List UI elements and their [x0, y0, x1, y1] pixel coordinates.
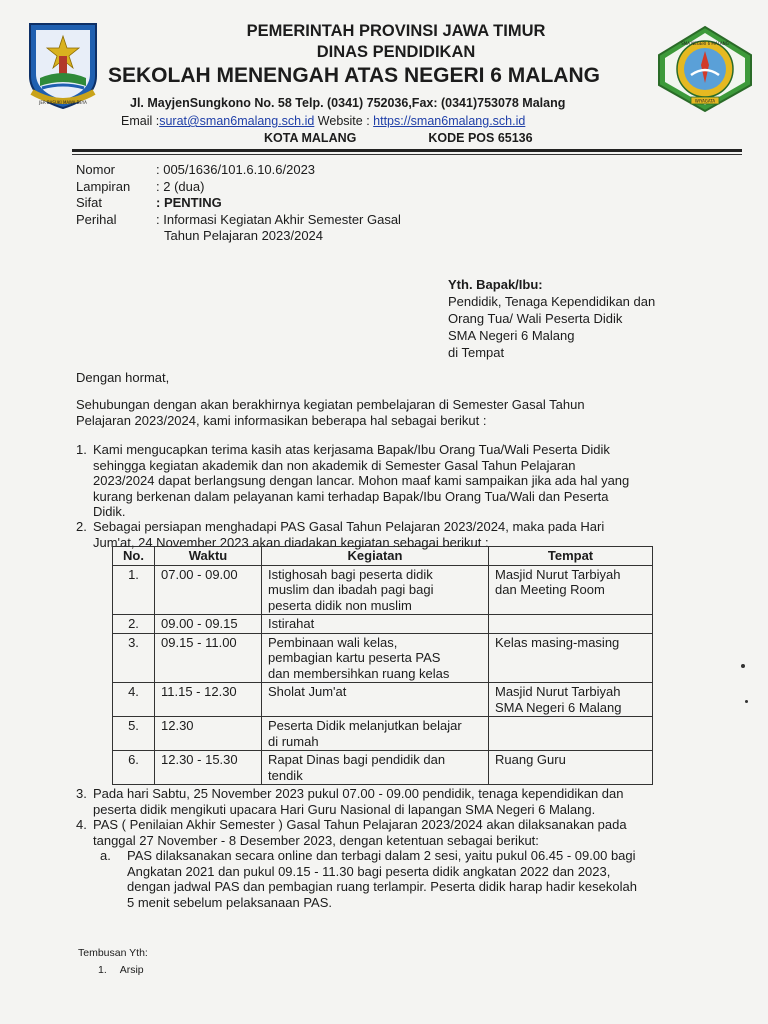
text-line: peserta didik mengikuti upacara Hari Guru Nasional di lapangan SMA Negeri 6 Malang.: [93, 801, 596, 817]
meta-value: : PENTING: [156, 195, 222, 210]
cell-line: Istighosah bagi peserta didik: [268, 566, 433, 582]
text-line: Kami mengucapkan terima kasih atas kerjasama Bapak/Ibu Orang Tua/Wali Peserta Didik: [93, 442, 610, 457]
item-1-text: [93, 442, 629, 520]
cell-line: Istirahat: [268, 616, 315, 631]
text-line: Didik.: [93, 504, 126, 519]
sub-item-letter: a.: [100, 848, 111, 863]
cell-kegiatan: [262, 751, 489, 785]
cell-waktu: 12.30: [155, 717, 262, 751]
column-header: No.: [113, 547, 155, 566]
cell-waktu: 07.00 - 09.00: [155, 565, 262, 615]
table-header-row: [113, 547, 653, 566]
cell-kegiatan: [262, 615, 489, 634]
table-row: [113, 615, 653, 634]
tembusan-text: Arsip: [119, 964, 144, 976]
text-line: Pada hari Sabtu, 25 November 2023 pukul 07.00 - 09.00 pendidik, tenaga kependidikan dan: [93, 786, 624, 801]
header-rule-thin: [72, 154, 742, 155]
text-line: Pelajaran 2023/2024, kami informasikan beberapa hal sebagai berikut :: [76, 412, 487, 428]
postcode: KODE POS 65136: [428, 131, 533, 145]
greeting: Dengan hormat,: [76, 370, 170, 385]
meta-value: : 2 (dua): [156, 178, 205, 194]
column-header: Waktu: [155, 547, 262, 566]
contact-line: [121, 114, 525, 128]
cell-kegiatan: [262, 683, 489, 717]
addressee-line: Orang Tua/ Wali Peserta Didik: [448, 311, 623, 326]
meta-perihal-continuation: Tahun Pelajaran 2023/2024: [164, 228, 324, 243]
sub-item-a-text: [127, 848, 637, 910]
item-number: 1.: [76, 442, 87, 457]
column-header: Tempat: [489, 547, 653, 566]
text-line: 2023/2024 dapat berlangsung dengan lancar. Mohon maaf kami sampaikan jika ada hal yang: [93, 473, 630, 488]
column-header: Kegiatan: [262, 547, 489, 566]
cell-no: 1.: [113, 565, 155, 615]
text-line: Angkatan 2021 dan pukul 09.15 - 11.30 bagi peserta didik angkatan 2022 dan 2023,: [127, 863, 611, 879]
cell-tempat: [489, 683, 653, 717]
cell-line: Masjid Nurut Tarbiyah: [495, 566, 621, 582]
addressee-line: di Tempat: [448, 345, 505, 360]
table-row: [113, 565, 653, 615]
badge-ring-text: SMA NEGERI 6 MALANG: [681, 41, 729, 46]
cell-line: Sholat Jum'at: [268, 684, 347, 699]
cell-kegiatan: [262, 717, 489, 751]
cell-tempat: [489, 751, 653, 785]
cell-no: 3.: [113, 633, 155, 683]
addressee: [448, 276, 655, 361]
item-4-text: [93, 817, 627, 848]
cell-line: pembagian kartu peserta PAS: [268, 650, 441, 665]
cell-no: 2.: [113, 615, 155, 634]
meta-value: : 005/1636/101.6.10.6/2023: [156, 162, 316, 177]
school-badge-icon: [657, 25, 753, 113]
text-line: PAS dilaksanakan secara online dan terbagi dalam 2 sesi, yaitu pukul 06.45 - 09.00 bagi: [127, 848, 636, 863]
cell-waktu: 09.00 - 09.15: [155, 615, 262, 634]
cell-waktu: 09.15 - 11.00: [155, 633, 262, 683]
cell-no: 4.: [113, 683, 155, 717]
cell-line: Ruang Guru: [495, 752, 566, 767]
meta-label: Nomor: [76, 162, 116, 177]
emblem-motto: JER BASUKI MAWA BEYA: [39, 100, 87, 105]
cell-line: tendik: [268, 767, 303, 783]
cell-tempat: [489, 633, 653, 683]
addressee-line: Pendidik, Tenaga Kependidikan dan: [448, 294, 656, 309]
cell-tempat: [489, 615, 653, 634]
meta-value: : Informasi Kegiatan Akhir Semester Gasal: [156, 211, 401, 227]
school-name: SEKOLAH MENENGAH ATAS NEGERI 6 MALANG: [108, 64, 600, 87]
website-link[interactable]: https://sman6malang.sch.id: [373, 114, 526, 128]
cell-line: dan Meeting Room: [495, 582, 605, 597]
tembusan-item: [78, 962, 148, 979]
cell-no: 5.: [113, 717, 155, 751]
city: KOTA MALANG: [264, 131, 357, 145]
tembusan: [78, 945, 148, 979]
letter-meta: [76, 162, 401, 245]
cell-line: Rapat Dinas bagi pendidik dan: [268, 752, 446, 767]
cell-no: 6.: [113, 751, 155, 785]
school-address: Jl. MayjenSungkono No. 58 Telp. (0341) 752036,Fax: (0341)753078 Malang: [130, 96, 566, 110]
text-line: dengan jadwal PAS dan pembagian ruang terlampir. Peserta didik harap hadir kesekolah: [127, 879, 637, 894]
item-number: 4.: [76, 817, 87, 832]
text-line: 5 menit sebelum pelaksanaan PAS.: [127, 894, 332, 910]
scan-speck: [745, 700, 748, 703]
meta-label: Lampiran: [76, 178, 131, 194]
table-row: [113, 683, 653, 717]
text-line: Sehubungan dengan akan berakhirnya kegiatan pembelajaran di Semester Gasal Tahun: [76, 397, 585, 412]
email-link[interactable]: surat@sman6malang.sch.id: [159, 114, 315, 128]
cell-line: Pembinaan wali kelas,: [268, 634, 398, 650]
text-line: sehingga kegiatan akademik dan non akademik di Semester Gasal Tahun Pelajaran: [93, 457, 576, 473]
government-line: PEMERINTAH PROVINSI JAWA TIMUR: [246, 22, 546, 40]
email-label: Email :: [121, 114, 160, 128]
department-line: DINAS PENDIDIKAN: [316, 43, 476, 61]
meta-row-sifat: [76, 195, 401, 212]
cell-kegiatan: [262, 565, 489, 615]
tembusan-title: Tembusan Yth:: [78, 947, 148, 959]
cell-waktu: 11.15 - 12.30: [155, 683, 262, 717]
item-number: 3.: [76, 786, 87, 801]
text-line: Jum'at, 24 November 2023 akan diadakan kegiatan sebagai berikut :: [93, 534, 489, 550]
table-row: [113, 751, 653, 785]
tembusan-number: 1.: [98, 964, 107, 976]
meta-label: Sifat: [76, 195, 103, 210]
item-3-text: [93, 786, 624, 817]
cell-waktu: 12.30 - 15.30: [155, 751, 262, 785]
meta-row-nomor: [76, 162, 401, 179]
cell-kegiatan: [262, 633, 489, 683]
table-row: [113, 633, 653, 683]
website-label: Website :: [314, 114, 374, 128]
cell-line: muslim dan ibadah pagi bagi: [268, 582, 434, 597]
cell-tempat: [489, 717, 653, 751]
cell-tempat: [489, 565, 653, 615]
meta-label: Perihal: [76, 211, 117, 227]
meta-row-perihal: [76, 212, 401, 229]
intro-paragraph: [76, 397, 716, 428]
meta-row-lampiran: [76, 179, 401, 196]
scan-speck: [741, 664, 745, 668]
text-line: Sebagai persiapan menghadapi PAS Gasal Tahun Pelajaran 2023/2024, maka pada Hari: [93, 519, 605, 534]
cell-line: Kelas masing-masing: [495, 634, 620, 650]
text-line: PAS ( Penilaian Akhir Semester ) Gasal Tahun Pelajaran 2023/2024 akan dilaksanakan pada: [93, 817, 627, 832]
schedule-table: [112, 546, 653, 785]
cell-line: Masjid Nurut Tarbiyah: [495, 684, 621, 699]
cell-line: Peserta Didik melanjutkan belajar: [268, 718, 462, 733]
header-rule-thick: [72, 149, 742, 152]
text-line: tanggal 27 November - 8 Desember 2023, dengan ketentuan sebagai berikut:: [93, 832, 539, 848]
city-postcode-line: [264, 131, 533, 145]
badge-motto: WIYAGATA: [694, 98, 716, 104]
table-row: [113, 717, 653, 751]
item-number: 2.: [76, 519, 87, 534]
cell-line: dan membersihkan ruang kelas: [268, 665, 450, 681]
cell-line: di rumah: [268, 733, 319, 749]
cell-line: SMA Negeri 6 Malang: [495, 699, 622, 715]
cell-line: peserta didik non muslim: [268, 597, 412, 613]
addressee-line: SMA Negeri 6 Malang: [448, 328, 575, 343]
text-line: kurang berkenan dalam pelayanan kami terhadap Bapak/Ibu Orang Tua/Wali dan Peserta: [93, 488, 609, 504]
addressee-title: Yth. Bapak/Ibu:: [448, 277, 543, 292]
